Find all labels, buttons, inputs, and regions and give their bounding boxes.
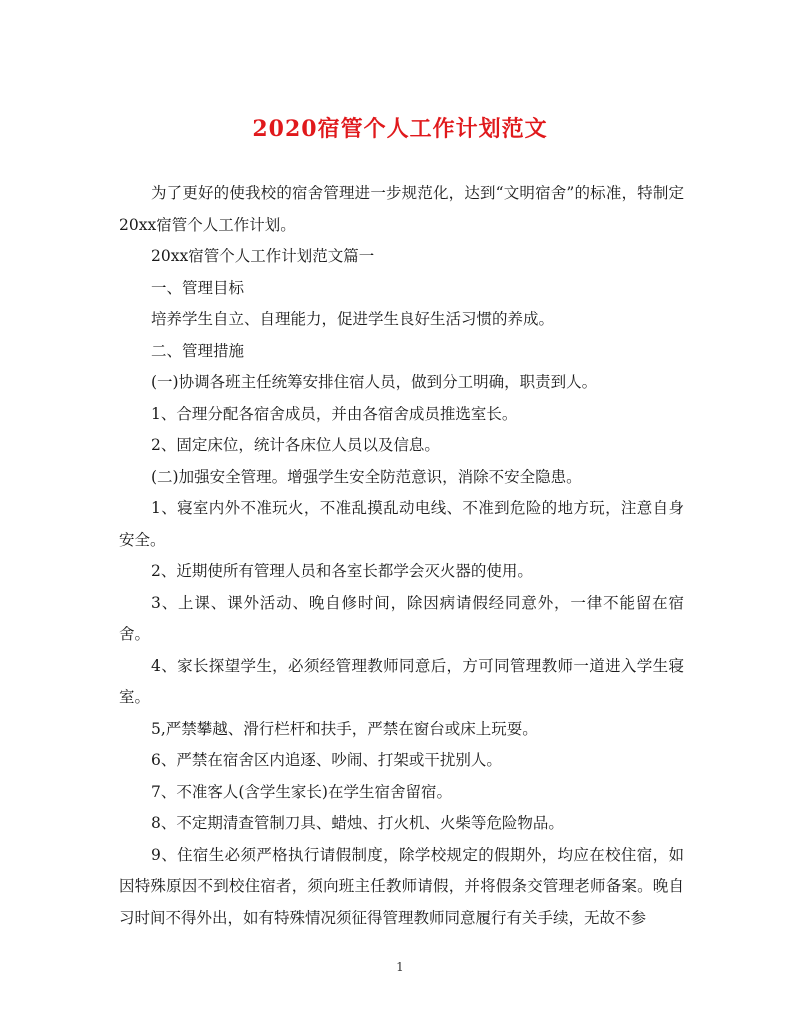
paragraph-plan-heading: 20xx宿管个人工作计划范文篇一 xyxy=(151,247,375,265)
list-item: 3、上课、课外活动、晚自修时间，除因病请假经同意外，一律不能留在宿舍。 xyxy=(119,593,684,643)
subsection-heading-1: (一)协调各班主任统筹安排住宿人员，做到分工明确，职责到人。 xyxy=(151,373,598,391)
paragraph-intro: 为了更好的使我校的宿舍管理进一步规范化，达到“文明宿舍”的标准，特制定20xx宿管个人工作计划。 xyxy=(119,184,684,234)
list-item: 1、寝室内外不准玩火，不准乱摸乱动电线、不准到危险的地方玩，注意自身安全。 xyxy=(119,499,684,549)
section-heading-measures: 二、管理措施 xyxy=(151,341,245,360)
section-heading-goal: 一、管理目标 xyxy=(151,278,245,297)
list-item: 4、家长探望学生，必须经管理教师同意后，方可同管理教师一道进入学生寝室。 xyxy=(119,656,684,706)
list-item: 2、近期使所有管理人员和各室长都学会灭火器的使用。 xyxy=(151,562,533,580)
list-item: 8、不定期清查管制刀具、蜡烛、打火机、火柴等危险物品。 xyxy=(151,814,564,832)
subsection-heading-2: (二)加强安全管理。增强学生安全防范意识，消除不安全隐患。 xyxy=(151,467,582,486)
page-number: 1 xyxy=(396,960,404,974)
paragraph-goal: 培养学生自立、自理能力，促进学生良好生活习惯的养成。 xyxy=(151,310,555,328)
list-item: 9、住宿生必须严格执行请假制度，除学校规定的假期外，均应在校住宿，如因特殊原因不到校住宿者，须向班主任教师请假，并将假条交管理老师备案。晚自习时间不得外出，如有特殊情况须征得管理教师同意履行有关手续，无故不参 xyxy=(119,845,684,927)
list-item: 2、固定床位，统计各床位人员以及信息。 xyxy=(151,436,440,454)
document-title: 2020宿管个人工作计划范文 xyxy=(252,116,548,142)
list-item: 6、严禁在宿舍区内追逐、吵闹、打架或干扰别人。 xyxy=(151,751,502,769)
list-item: 1、合理分配各宿舍成员，并由各宿舍成员推选室长。 xyxy=(151,404,518,423)
list-item: 5,严禁攀越、滑行栏杆和扶手，严禁在窗台或床上玩耍。 xyxy=(151,719,538,738)
list-item: 7、不准客人(含学生家长)在学生宿舍留宿。 xyxy=(151,782,452,801)
document-body xyxy=(119,178,684,934)
